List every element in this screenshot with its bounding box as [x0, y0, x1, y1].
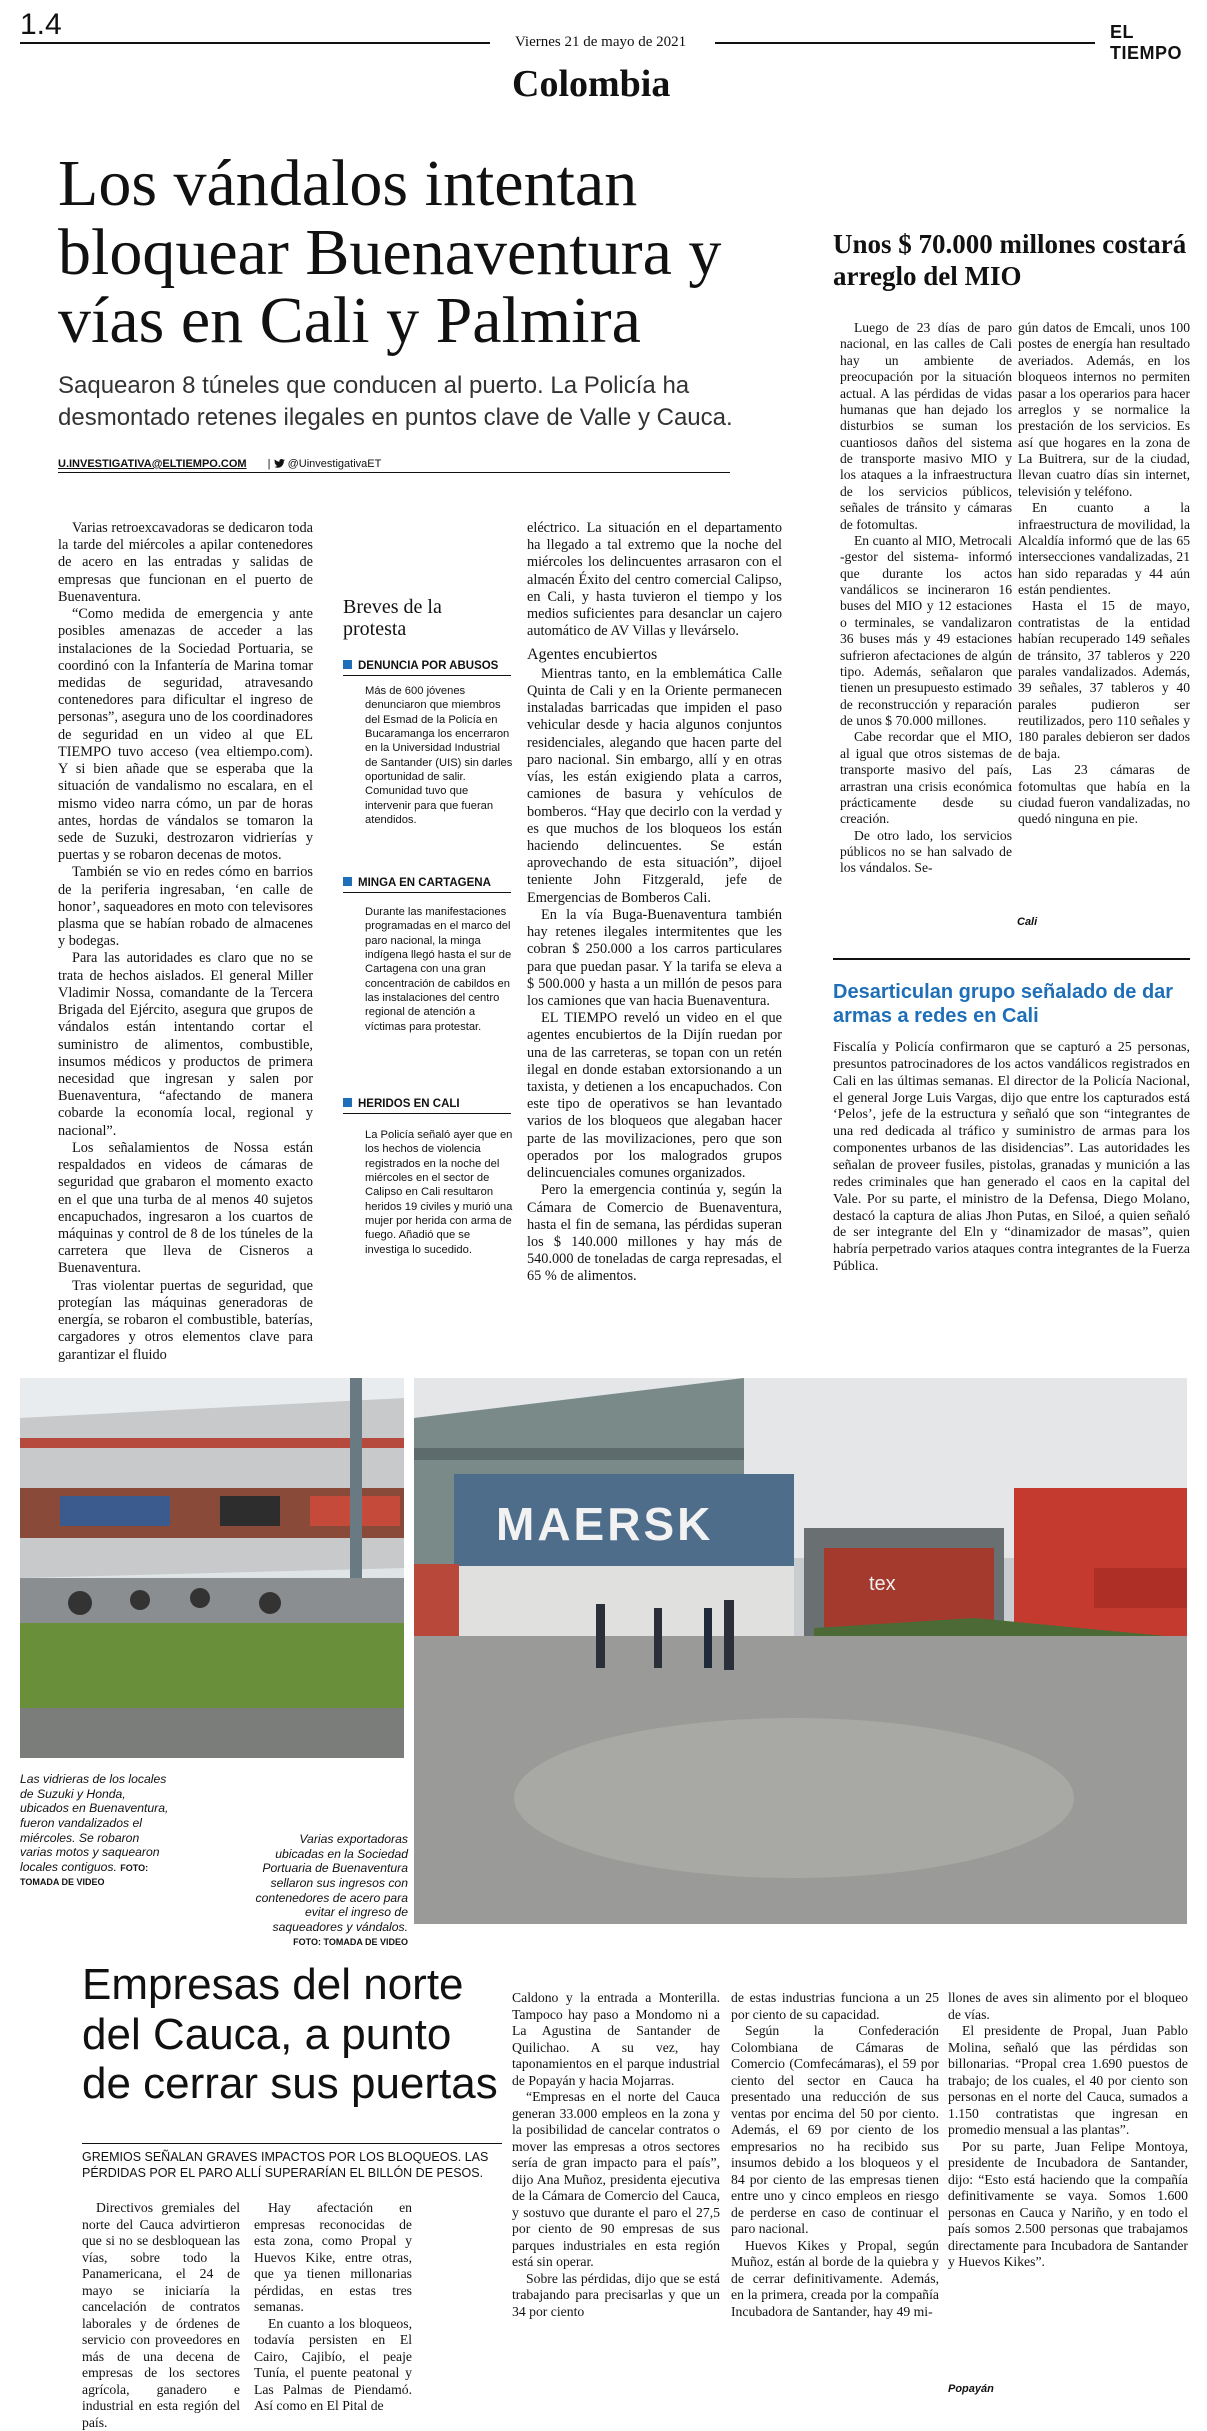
paragraph: gún datos de Emcali, unos 100 postes de energía han resultado averiados. Además, en los bloqueos internos no permiten pasar a los operarios para hacer arreglos y se normalice la prestación de los servicios. Es así que hogares en la zona de La Buitrera, sur de la ciudad, llevan cuatro días sin internet, televisión y teléfono. [1018, 320, 1190, 499]
bottom-column-5 [948, 1990, 1188, 2271]
paragraph: Huevos Kikes y Propal, según Muñoz, están al borde de la quiebra y de cerrar definitivamente. Además, en la primera, creada por la compañía Incubadora de Santander, hay 49 mi- [731, 2237, 939, 2319]
paragraph: Fiscalía y Policía confirmaron que se capturó a 25 personas, presuntos patrocinadores de los actos vandálicos registrados en Cali en las últimas semanas. El director de la Policía Nacional, el general Jorge Luis Vargas, dijo que entre los capturados está ‘Pelos’, jefe de la estructura y señaló que son “integrantes de una red dedicada al tráfico y suministro de armas para los componentes urbanos de las disidencias”. Las autoridades les señalan de proveer fusiles, pistolas, granadas y munición a las redes criminales que han generado el caos en la capital del Vale. Por su parte, el ministro de la Defensa, Diego Molano, destacó la captura de alias Jhon Putas, en Siloé, a quien señaló de ser integrante del Eln y “dinamizador de masas”, quien habría perpetrado varios ataques contra integrantes de la Fuerza Pública. [833, 1040, 1190, 1275]
paragraph: En cuanto a la infraestructura de movilidad, la Alcaldía informó que de las 65 intersecciones vandalizadas, 21 han sido reparadas y 44 aún están pendientes. [1018, 500, 1190, 597]
bottom-headline: Empresas del norte del Cauca, a punto de cerrar sus puertas [82, 1960, 498, 2109]
bottom-deck: GREMIOS SEÑALAN GRAVES IMPACTOS POR LOS BLOQUEOS. LAS PÉRDIDAS POR EL PARO ALLÍ SUPERARÍAN EL BILLÓN DE PESOS. [82, 2143, 502, 2181]
paragraph: Por su parte, Juan Felipe Montoya, presidente de Incubadora de Santander, dijo: “Esto está haciendo que la compañía definitivamente se vaya. Somos 1.600 personas en Cauca y Nariño, y en todo el país somos 2.500 personas que trabajamos directamente para Incubadora de Santander y Huevos Kikes”. [948, 2138, 1188, 2269]
byline-twitter[interactable]: | @UinvestigativaET [267, 458, 382, 470]
main-column-2 [527, 520, 782, 1286]
blue-square-icon [343, 660, 352, 669]
paragraph: “Empresas en el norte del Cauca generan 33.000 empleos en la zona y la posibilidad de cancelar contratos o mover las empresas a otros sectores sería de gran impacto para el país”, dijo Ana Muñoz, presidenta ejecutiva de la Cámara de Comercio del Cauca, y sostuvo que durante el paro el 27,5 por ciento de 90 empresas de sus parques industriales en esta región está sin operar. [512, 2089, 720, 2269]
paragraph: Mientras tanto, en la emblemática Calle Quinta de Cali y en la Oriente permanecen instaladas barricadas que impiden el paso vehicular desde y hacia algunos conjuntos residenciales, alegando que hacen parte del paro nacional. Sin embargo, allí y en otras vías, les están exigiendo plata a carros, camiones de basura y vehículos de bomberos. “Hay que decirlo con la verdad y es que muchos de los bloqueos los están haciendo delincuentes. Se están aprovechando de esta situación”, dijoel teniente John Fitzgerald, jefe de Emergencias de Bomberos Cali. [527, 665, 782, 906]
photo-credit: FOTO: TOMADA DE VIDEO [293, 1937, 408, 1948]
sidebar-divider [833, 958, 1190, 960]
twitter-icon [274, 459, 285, 468]
photo-suzuki-store [20, 1378, 404, 1758]
sidebar-headline-2: Desarticulan grupo señalado de dar armas a redes en Cali [833, 981, 1174, 1027]
paragraph: El presidente de Propal, Juan Pablo Molina, señaló que las pérdidas son billonarias. “Propal crea 1.690 puestos de trabajo; de los cuales, el 40 por ciento son personas en el norte del Cauca, sumados a 1.150 contratistas que ingresan en promedio mensual a las plantas”. [948, 2023, 1188, 2137]
sidebar-column-b [1018, 320, 1190, 828]
byline [58, 458, 730, 473]
breves-title: Breves de la protesta [343, 596, 442, 640]
paragraph: Hasta el 15 de mayo, contratistas de la entidad habían recuperado 149 señales de tránsito, 37 tableros y 220 parales vandalizados. Además, 39 señales, 37 tableros y 40 parales pudieron ser reutilizados, pero 110 señales y 180 parales debieron ser dados de baja. [1018, 598, 1190, 761]
paragraph: En cuanto al MIO, Metrocali -gestor del sistema- informó que durante los actos vandálicos se incineraron 16 buses del MIO y 12 estaciones o terminales, se vandalizaron 36 buses más y 49 estaciones sufrieron afectaciones de algún tipo. Además, señalaron que tienen un presupuesto estimado de reconstrucción y reparación de unos $ 70.000 millones. [840, 532, 1012, 728]
bottom-column-2 [254, 2200, 412, 2415]
caption-text: Varias exportadoras ubicadas en la Sociedad Portuaria de Buenaventura sellaron sus ingresos con contenedores de acero para evitar el ingreso de saqueadores y vándalos. [255, 1832, 408, 1934]
paragraph: Las 23 cámaras de fotomultas que había en la ciudad fueron vandalizadas, no quedó ninguna en pie. [1018, 762, 1190, 827]
blue-square-icon [343, 877, 352, 886]
paragraph: llones de aves sin alimento por el bloqueo de vías. [948, 1990, 1188, 2022]
main-column-1 [58, 520, 313, 1364]
blue-square-icon [343, 1098, 352, 1107]
sidebar-column-2 [833, 1040, 1190, 1276]
container-small-text: tex [869, 1573, 896, 1595]
newspaper-brand: EL TIEMPO [1110, 22, 1183, 63]
paragraph: También se vio en redes cómo en barrios de la periferia ingresaban, ‘en calle de honor’, saqueadores en moto con televisores plasma que se habían robado de almacenes y bodegas. [58, 864, 313, 950]
breve-body-abusos: Más de 600 jóvenes denunciaron que miembros del Esmad de la Policía en Bucaramanga los encerraron en la Universidad Industrial de Santander (UIS) sin darles oportunidad de salir. Comunidad tuvo que intervenir para que fueran atendidos. [365, 685, 513, 826]
photo-port-containers [414, 1378, 1187, 1924]
byline-email[interactable]: U.INVESTIGATIVA@ELTIEMPO.COM [58, 458, 247, 470]
paragraph: de estas industrias funciona a un 25 por ciento de su capacidad. [731, 1990, 939, 2022]
breve-heading-minga [343, 877, 511, 893]
breve-body-minga: Durante las manifestaciones programadas en el marco del paro nacional, la minga indígena llegó hasta el sur de Cartagena con una gran concentración de cabildos en las instalaciones del centro regional de atención a víctimas para protestar. [365, 906, 512, 1033]
photo-credit: FOTO: TOMADA DE VIDEO [20, 1862, 149, 1888]
main-headline: Los vándalos intentan bloquear Buenaventura y vías en Cali y Palmira [58, 147, 722, 358]
paragraph: Directivos gremiales del norte del Cauca advirtieron que si no se desbloquean las vías, sobre todo la Panamericana, el 24 de mayo se iniciaría la cancelación de contratos laborales y de órdenes de servicio con proveedores en más de una decena de empresas de los sectores agrícola, ganadero e industrial en esta región del país. [82, 2200, 240, 2430]
paragraph: Sobre las pérdidas, dijo que se está trabajando para precisarlas y que un 34 por ciento [512, 2270, 720, 2319]
paragraph: Luego de 23 días de paro nacional, en las calles de Cali hay un ambiente de preocupación por la situación actual. A las pérdidas de vidas humanas que han dejado los disturbios se suman los cuantiosos daños del sistema de transporte masivo MIO y los ataques a la infraestructura de los servicios públicos, señales de tránsito y cámaras de fotomultas. [840, 320, 1012, 532]
bottom-column-3 [512, 1990, 720, 2320]
main-subhead: Saquearon 8 túneles que conducen al puerto. La Policía ha desmontado retenes ilegales en puntos clave de Valle y Cauca. [58, 372, 733, 432]
byline-twitter-handle: @UinvestigativaET [287, 458, 382, 470]
paragraph: Varias retroexcavadoras se dedicaron toda la tarde del miércoles a apilar contenedores de acero en las entradas y salidas de empresas que funcionan en el puerto de Buenaventura. [58, 520, 313, 605]
paragraph: Caldono y la entrada a Monterilla. Tampoco hay paso a Mondomo ni a La Agustina de Santander de Quilichao. A su vez, hay taponamientos en el parque industrial de Popayán y hacia Mojarras. [512, 1990, 720, 2088]
paragraph: De otro lado, los servicios públicos no se han salvado de los vándalos. Se- [840, 827, 1012, 876]
photo-suzuki-image [20, 1378, 404, 1758]
paragraph: Según la Confederación Colombiana de Cámaras de Comercio (Comfecámaras), el 59 por ciento del sector en Cauca ha presentado una reducción de sus ventas por encima del 50 por ciento. Además, el 69 por ciento de los empresarios no ha recibido sus insumos debido a los bloqueos y el 84 por ciento de las empresas tienen entre uno y cinco empleos en riesgo de perderse en caso de continuar el paro nacional. [731, 2023, 939, 2236]
breve-heading-heridos [343, 1098, 511, 1114]
paragraph: Los señalamientos de Nossa están respaldados en videos de cámaras de seguridad que grabaron el momento exacto en el que una turba de al menos 40 sujetos encapuchados, ingresaron a los cuartos de máquinas y control de 8 de los túneles de la carretera que lleva de Cisneros a Buenaventura. [58, 1139, 313, 1277]
paragraph: “Como medida de emergencia y ante posibles amenazas de acceder a las instalaciones de la Sociedad Portuaria, se coordinó con la Infantería de Marina tomar medidas de seguridad, atravesando contenedores para dificultar el ingreso de personas”, asegura uno de los coordinadores de seguridad en un video al que EL TIEMPO tuvo acceso (vea eltiempo.com). Y si bien añade que se esperaba que la situación de vandalismo no escalara, en el mismo video narra cómo, un par de horas antes, hordas de vándalos se tomaron la sede de Suzuki, destrozaron vidrierías y puertas y se robaron decenas de motos. [58, 606, 313, 864]
paragraph: En cuanto a los bloqueos, todavía persisten en El Cairo, Cajibío, el peaje Tunía, el puente peatonal y Las Palmas de Piendamó. Así como en El Pital de [254, 2315, 412, 2413]
bottom-column-4 [731, 1990, 939, 2320]
photo-caption-right [250, 1832, 408, 1949]
paragraph: Hay afectación en empresas reconocidas de esta zona, como Propal y Huevos Kike, entre otras, que ya tienen millonarias pérdidas, en estas tres semanas. [254, 2200, 412, 2314]
header-rule-right [715, 42, 1095, 44]
header-rule-left [20, 42, 490, 44]
bottom-credit: Popayán [948, 2383, 994, 2395]
sidebar-credit: Cali [1017, 916, 1038, 928]
photo-caption-left [20, 1772, 170, 1889]
paragraph: Tras violentar puertas de seguridad, que protegían las máquinas generadoras de energía, se robaron el combustible, baterías, cargadores y otros elementos clave para garantizar el fluido [58, 1277, 313, 1363]
breve-heading-abusos [343, 660, 511, 676]
caption-text: Las vidrieras de los locales de Suzuki y Honda, ubicados en Buenaventura, fueron vandalizados el miércoles. Se robaron varias motos y saquearon locales contiguos. [20, 1772, 169, 1874]
breve-heading-text: MINGA EN CARTAGENA [358, 877, 491, 889]
page-number: 1.4 [20, 8, 62, 41]
column-subhead: Agentes encubiertos [527, 645, 658, 663]
bottom-column-1 [82, 2200, 240, 2431]
breve-body-heridos: La Policía señaló ayer que en los hechos de violencia registrados en la noche del miércoles en el sector de Calipso en Cali resultaron heridos 19 civiles y murió una mujer por herida con arma de fuego. Añadió que se investiga lo sucedido. [365, 1129, 513, 1256]
breve-heading-text: DENUNCIA POR ABUSOS [358, 660, 499, 672]
container-brand-text: MAERSK [496, 1498, 714, 1550]
paragraph: EL TIEMPO reveló un video en el que agentes encubiertos de la Dijín ruedan por una de las carreteras, se topan con un retén ilegal en donde estaban extorsionando a un taxista, y detienen a los encapuchados. Con este tipo de operativos se han levantado varios de los bloqueos que alegaban hacer parte de las movilizaciones, pero que son operados por los malogrados grupos delincuenciales comunes organizados. [527, 1010, 782, 1182]
paragraph: eléctrico. La situación en el departamento ha llegado a tal extremo que la noche del miércoles los delincuentes arrasaron con el almacén Éxito del centro comercial Calipso, en Cali, y hasta tuvieron el tiempo y los medios suficientes para desanclar un cajero automático de AV Villas y llevárselo. [527, 520, 782, 640]
sidebar-headline: Unos $ 70.000 millones costará arreglo del MIO [833, 229, 1187, 292]
sidebar-column-a [840, 320, 1012, 877]
paragraph: Para las autoridades es claro que no se trata de hechos aislados. El general Miller Vladimir Nossa, comandante de la Tercera Brigada del Ejército, asegura que grupos de vándalos están intentando cortar el suministro de alimentos, combustible, insumos médicos y productos de primera necesidad que ingresan y salen por Buenaventura, “afectando de manera cobarde la economía local, regional y nacional”. [58, 950, 313, 1139]
paragraph: En la vía Buga-Buenaventura también hay retenes ilegales intermitentes que les cobran $ 250.000 a los carros particulares para que puedan pasar. Y la tarifa se eleva a $ 500.000 y hasta a un millón de pesos para los camiones que van hacia Buenaventura. [527, 906, 782, 1009]
edition-date: Viernes 21 de mayo de 2021 [515, 34, 687, 50]
paragraph: Cabe recordar que el MIO, al igual que otros sistemas de transporte masivo del país, arrastran una crisis económica prácticamente desde su creación. [840, 729, 1012, 827]
breve-heading-text: HERIDOS EN CALI [358, 1098, 460, 1110]
paragraph: Pero la emergencia continúa y, según la Cámara de Comercio de Buenaventura, hasta el fin de semana, las pérdidas superan los $ 140.000 millones y hay más de 540.000 de toneladas de carga represadas, el 65 % de alimentos. [527, 1182, 782, 1285]
section-title: Colombia [512, 63, 671, 105]
photo-port-image [414, 1378, 1187, 1924]
